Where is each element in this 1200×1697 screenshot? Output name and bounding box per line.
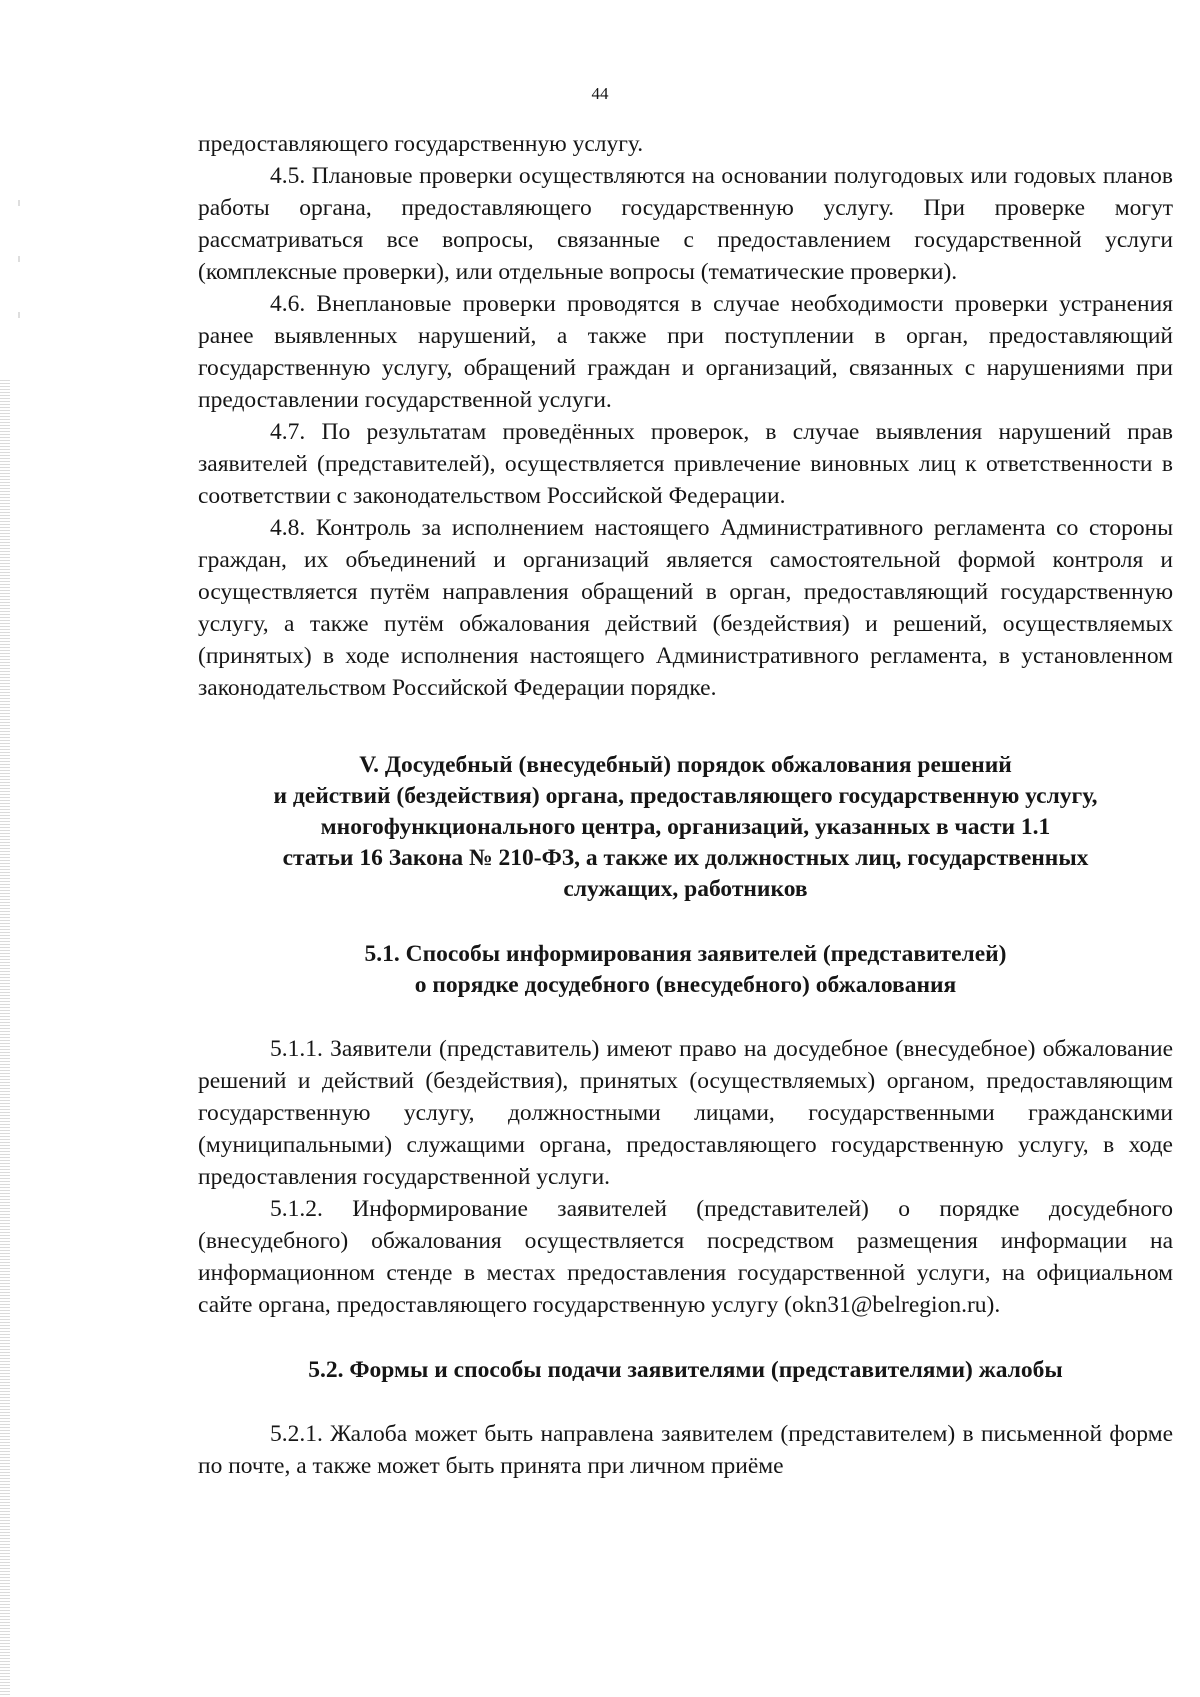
paragraph-5-2-1: 5.2.1. Жалоба может быть направлена заявителем (представителем) в письменной форме по почте, а также может быть принята при личном приёме [198,1421,1173,1479]
paragraph-4-5: 4.5. Плановые проверки осуществляются на основании полугодовых или годовых планов работы органа, предоставляющего государственную услугу. При проверке могут рассматриваться все вопросы, связанные с предоставлением государственной услуги (комплексные проверки), или отдельные вопросы (тематические проверки). [198,163,1173,285]
heading-line: и действий (бездействия) органа, предоставляющего государственную услугу, [273,783,1098,809]
heading-line: о порядке досудебного (внесудебного) обжалования [414,972,957,998]
heading-line: статьи 16 Закона № 210-ФЗ, а также их должностных лиц, государственных [282,845,1089,871]
heading-line: 5.1. Способы информирования заявителей (представителей) [364,941,1007,967]
paragraph-5-1-1: 5.1.1. Заявители (представитель) имеют право на досудебное (внесудебное) обжалование решений и действий (бездействия), принятых (осуществляемых) органом, предоставляющим государственную услугу, должностными лицами, государственными гражданскими (муниципальными) служащими органа, предоставляющего государственную услугу, в ходе предоставления государственной услуги. [198,1036,1173,1190]
paragraph-4-8: 4.8. Контроль за исполнением настоящего Административного регламента со стороны граждан, их объединений и организаций является самостоятельной формой контроля и осуществляется путём направления обращений в орган, предоставляющий государственную услугу, а также путём обжалования действий (бездействия) и решений, осуществляемых (принятых) в ходе исполнения настоящего Административного регламента, в установленном законодательством Российской Федерации порядке. [198,515,1173,701]
heading-line: V. Досудебный (внесудебный) порядок обжалования решений [359,752,1012,778]
document-body [198,128,1173,1482]
heading-line: многофункционального центра, организаций, указанных в части 1.1 [320,814,1051,840]
paragraph-continuation: предоставляющего государственную услугу. [198,131,644,157]
paragraph-4-6: 4.6. Внеплановые проверки проводятся в случае необходимости проверки устранения ранее выявленных нарушений, а также при поступлении в орган, предоставляющий государственную услугу, обращений граждан и организаций, связанных с нарушениями при предоставлении государственной услуги. [198,291,1173,413]
scan-margin-marks [18,200,20,330]
subsection-5-1-heading [198,939,1173,1001]
paragraph-4-7: 4.7. По результатам проведённых проверок, в случае выявления нарушений прав заявителей (представителей), осуществляется привлечение виновных лиц к ответственности в соответствии с законодательством Российской Федерации. [198,419,1173,509]
heading-line: служащих, работников [563,876,808,902]
scan-edge-artifact [0,380,10,1697]
section-v-heading [198,750,1173,905]
paragraph-5-1-2: 5.1.2. Информирование заявителей (представителей) о порядке досудебного (внесудебного) обжалования осуществляется посредством размещения информации на информационном стенде в местах предоставления государственной услуги, на официальном сайте органа, предоставляющего государственную услугу (okn31@belregion.ru). [198,1196,1173,1318]
subsection-5-2-heading: 5.2. Формы и способы подачи заявителями (представителями) жалобы [308,1357,1063,1383]
page-number: 44 [591,84,609,103]
